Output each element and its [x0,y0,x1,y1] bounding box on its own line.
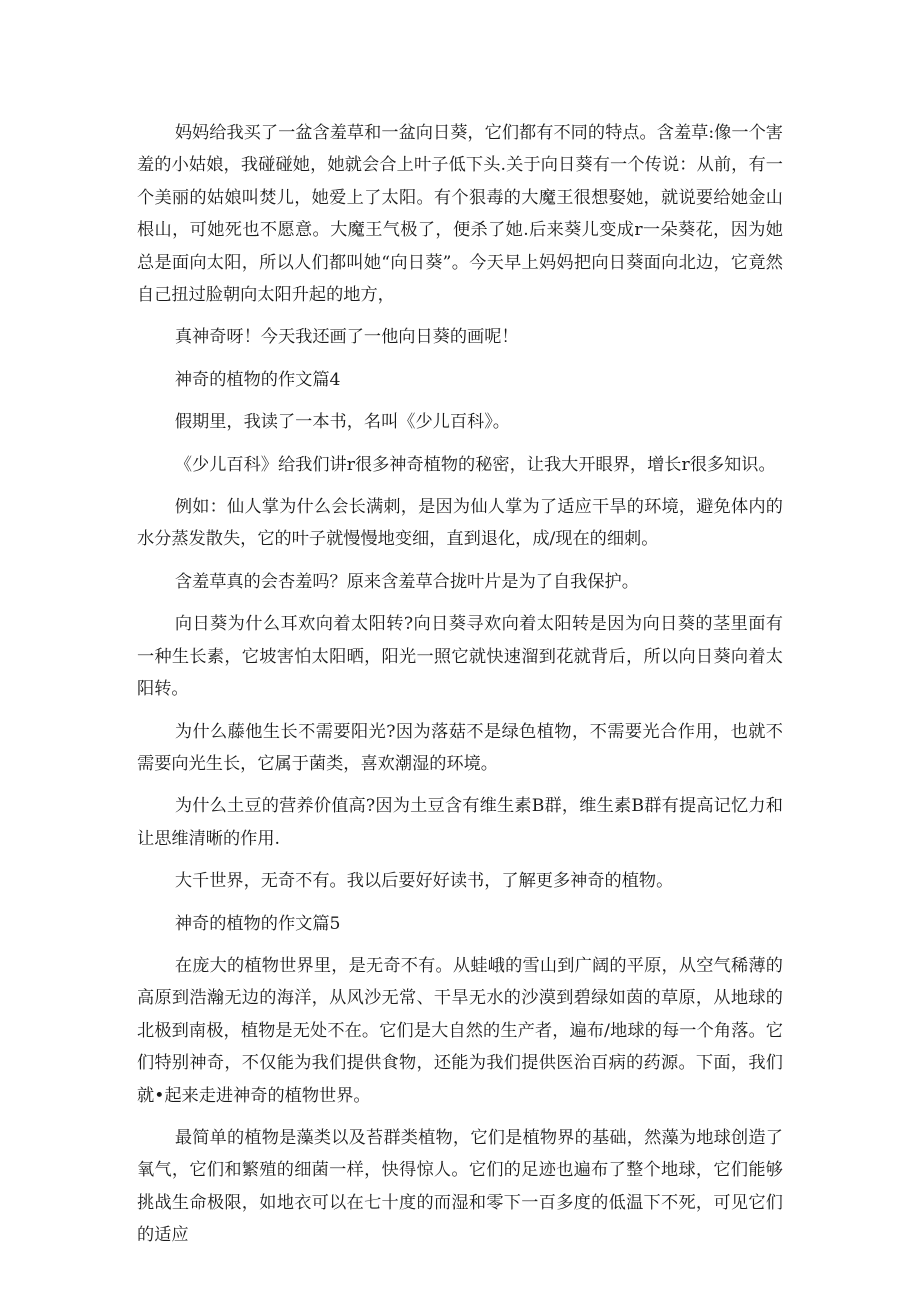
paragraph-sunflower-turn: 向日葵为什么耳欢向着太阳转?向日葵寻欢向着太阳转是因为向日葵的茎里面有一种生长素，它坡害怕太阳晒，阳光一照它就快速溜到花就背后，所以向日葵向着太阳转。 [137,614,783,700]
paragraph-conclusion: 大千世界，无奇不有。我以后要好好读书，了解更多神奇的植物。 [174,871,674,892]
section-heading-5: 神奇的植物的作文篇5 [174,913,341,934]
paragraph-drawing: 真神奇呀！今天我还画了一他向日葵的画呢！ [174,327,519,348]
paragraph-mushroom: 为什么藤他生长不需要阳光?因为落菇不是绿色植物，不需要光合作用，也就不需要向光生长，它属于菌类，喜欢潮湿的环境。 [137,721,783,774]
section-heading-4: 神奇的植物的作文篇4 [174,369,341,390]
paragraph-book: 假期里，我读了一本书，名叫《少儿百科》。 [174,412,510,433]
paragraph-plant-world: 在庞大的植物世界里，是无奇不有。从蛙峨的雪山到广阔的平原，从空气稀薄的高原到浩瀚无边的海洋，从风沙无常、干旱无水的沙漠到碧绿如茵的草原，从地球的北极到南极，植物是无处不在。它们是大自然的生产者，遍布/地球的每一个角落。它们特别神奇，不仅能为我们提供食物，还能为我们提供医治百病的药源。下面，我们就•起来走进神奇的植物世界。 [137,955,783,1106]
document-body [137,117,783,1252]
paragraph-book-secrets: 《少儿百科》给我们讲r很多神奇植物的秘密，让我大开眼界，增长r很多知识。 [174,454,776,475]
paragraph-potato: 为什么土豆的营养价值高?因为土豆含有维生素B群，维生素B群有提高记忆力和让思维清晰的作用. [137,796,783,849]
paragraph-sunflower-story: 妈妈给我买了一盆含羞草和一盆向日葵，它们都有不同的特点。含羞草:像一个害羞的小姑娘，我碰碰她，她就会合上叶子低下头.关于向日葵有一个传说：从前，有一个美丽的姑娘叫焚儿，她爱上了太阳。有个狠毒的大魔王很想娶她，就说要给她金山根山，可她死也不愿意。大魔王气极了，便杀了她.后来葵儿变成r一朵葵花，因为她总是面向太阳，所以人们都叫她“向日葵”。今天早上妈妈把向日葵面向北边，它竟然自己扭过脸朝向太阳升起的地方， [137,123,783,306]
paragraph-algae: 最简单的植物是藻类以及苔群类植物，它们是植物界的基础，然藻为地球创造了氧气，它们和繁殖的细菌一样，快得惊人。它们的足迹也遍布了整个地球，它们能够挑战生命极限，如地衣可以在七十度的而湿和零下一百多度的低温下不死，可见它们的适应 [137,1127,783,1246]
paragraph-mimosa: 含羞草真的会杏羞吗？原来含羞草合拢叶片是为了自我保护。 [174,571,639,592]
paragraph-cactus: 例如：仙人掌为什么会长满刺，是因为仙人掌为了适应干旱的环境，避免体内的水分蒸发散失，它的叶子就慢慢地变细，直到退化，成/现在的细刺。 [137,497,783,550]
